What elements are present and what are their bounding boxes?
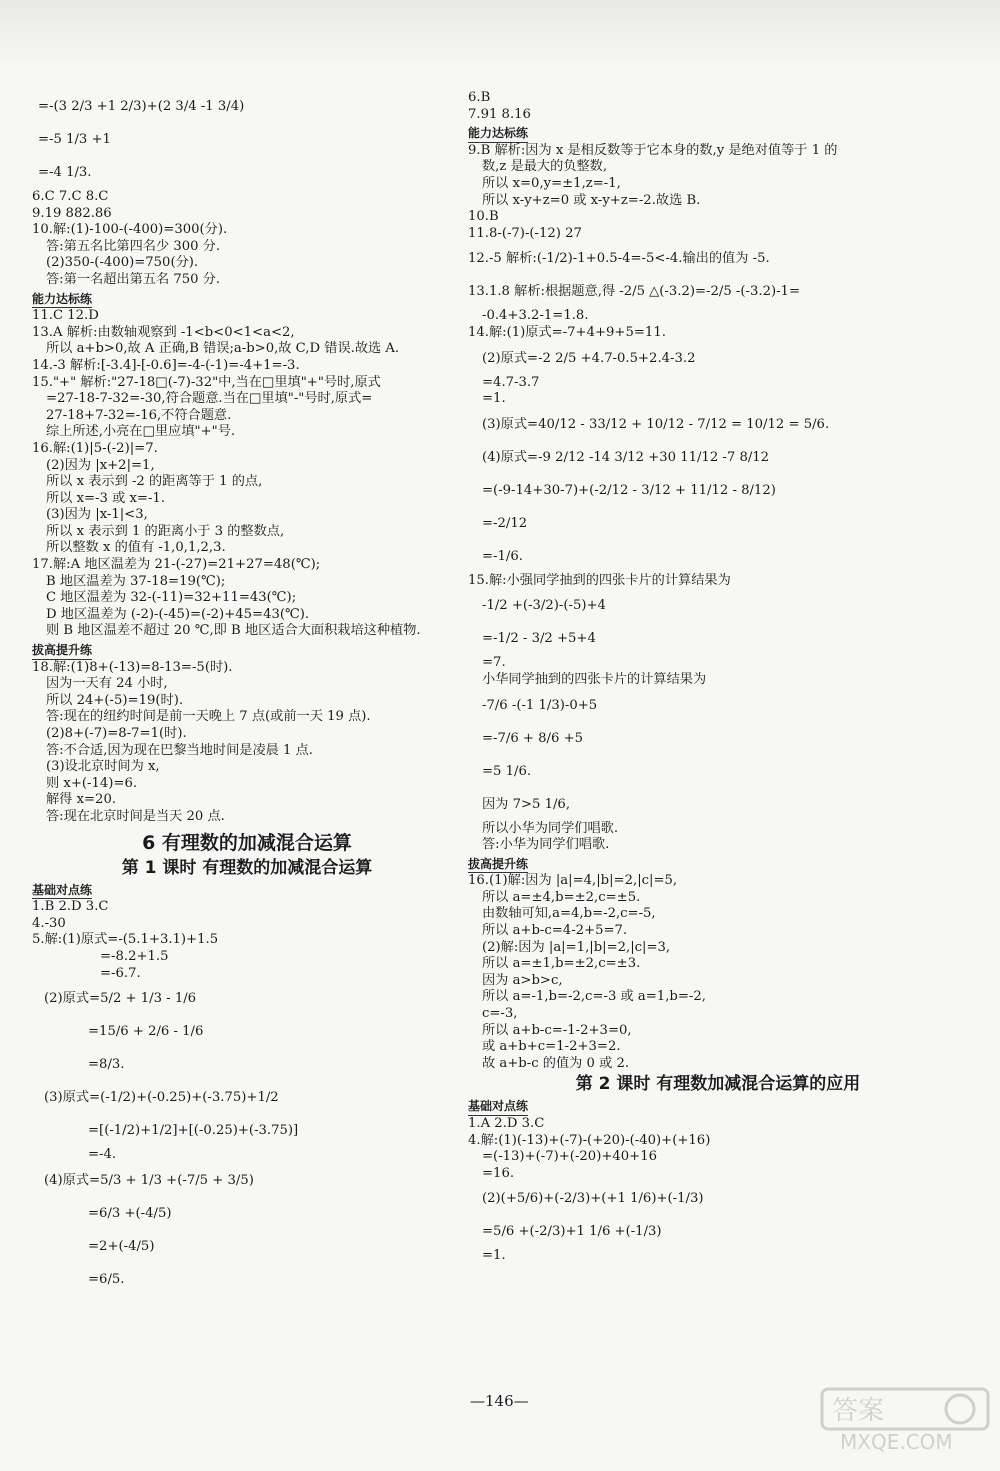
answer-line: 15."+" 解析:"27-18□(-7)-32"中,当在□里填"+"号时,原式 bbox=[32, 374, 381, 390]
answer-line: 答:不合适,因为现在巴黎当地时间是凌晨 1 点. bbox=[46, 742, 313, 758]
answer-line: =7. bbox=[482, 655, 506, 671]
answer-line: 9.19 882.86 bbox=[32, 205, 112, 221]
answer-line: -1/2 +(-3/2)-(-5)+4 bbox=[482, 598, 606, 614]
answer-line: =-8.2+1.5 bbox=[100, 948, 169, 964]
answer-line: 16.(1)解:因为 |a|=4,|b|=2,|c|=5, bbox=[468, 873, 678, 889]
svg-text:答案: 答案 bbox=[832, 1396, 885, 1426]
answer-line: 13.1.8 解析:根据题意,得 -2/5 △(-3.2)=-2/5 -(-3.2)-1= bbox=[468, 284, 800, 300]
answer-line: (2)因为 |x+2|=1, bbox=[46, 457, 155, 473]
answer-line: =1. bbox=[482, 391, 506, 407]
answer-line: 4.-30 bbox=[32, 915, 66, 931]
answer-line: -0.4+3.2-1=1.8. bbox=[482, 308, 589, 324]
right-column bbox=[468, 90, 968, 1265]
answer-line: =-6.7. bbox=[100, 965, 141, 981]
answer-line: 所以 a+b-c=4-2+5=7. bbox=[482, 923, 628, 939]
answer-line: 综上所述,小亮在□里应填"+"号. bbox=[46, 424, 236, 440]
section-heading: 基础对点练 bbox=[32, 882, 92, 900]
svg-text:MXQE.COM: MXQE.COM bbox=[840, 1430, 953, 1454]
answer-line: 答:小华为同学们唱歌. bbox=[482, 837, 610, 853]
answer-line: 14.解:(1)原式=-7+4+9+5=11. bbox=[468, 324, 666, 340]
answer-line: 13.A 解析:由数轴观察到 -1<b<0<1<a<2, bbox=[32, 324, 295, 340]
answer-line: 或 a+b+c=1-2+3=2. bbox=[482, 1039, 621, 1055]
answer-line: 答:第一名超出第五名 750 分. bbox=[46, 271, 221, 287]
answer-line: 11.8-(-7)-(-12) 27 bbox=[468, 225, 582, 241]
answer-line: 所以 24+(-5)=19(时). bbox=[46, 692, 184, 708]
answer-line: 所以 a=-1,b=-2,c=-3 或 a=1,b=-2, bbox=[482, 989, 706, 1005]
answer-line: (3)因为 |x-1|<3, bbox=[46, 507, 148, 523]
answer-line: (3)原式=40/12 - 33/12 + 10/12 - 7/12 = 10/12 = 5/6. bbox=[482, 416, 830, 432]
answer-line: 16.解:(1)|5-(-2)|=7. bbox=[32, 440, 158, 456]
answer-line: 9.B 解析:因为 x 是相反数等于它本身的数,y 是绝对值等于 1 的 bbox=[468, 142, 838, 158]
answer-line: (2)原式=5/2 + 1/3 - 1/6 bbox=[44, 991, 197, 1007]
answer-line: (4)原式=5/3 + 1/3 +(-7/5 + 3/5) bbox=[44, 1172, 254, 1188]
answer-line: =15/6 + 2/6 - 1/6 bbox=[88, 1024, 204, 1040]
answer-line: =4.7-3.7 bbox=[482, 374, 540, 390]
answer-line: 因为一天有 24 小时, bbox=[46, 676, 168, 692]
answer-line: =-4. bbox=[88, 1147, 117, 1163]
answer-line: 1.A 2.D 3.C bbox=[468, 1116, 545, 1131]
answer-line: 15.解:小强同学抽到的四张卡片的计算结果为 bbox=[468, 572, 731, 588]
answer-line: 答:现在的纽约时间是前一天晚上 7 点(或前一天 19 点). bbox=[46, 709, 371, 725]
answer-line: 7.91 8.16 bbox=[468, 106, 531, 122]
answer-line: 所以 x 表示到 1 的距离小于 3 的整数点, bbox=[46, 523, 285, 539]
scan-top-band bbox=[0, 0, 1000, 60]
answer-line: 所以小华为同学们唱歌. bbox=[482, 820, 619, 836]
answer-line: 故 a+b-c 的值为 0 或 2. bbox=[482, 1055, 630, 1071]
answer-line: 27-18+7-32=-16,不符合题意. bbox=[46, 407, 232, 423]
answer-line: (4)原式=-9 2/12 -14 3/12 +30 11/12 -7 8/12 bbox=[482, 449, 770, 465]
answer-line: C 地区温差为 32-(-11)=32+11=43(℃); bbox=[46, 590, 297, 606]
answer-line: 17.解:A 地区温差为 21-(-27)=21+27=48(℃); bbox=[32, 557, 321, 573]
left-column bbox=[32, 90, 462, 1296]
answer-line: (3)原式=(-1/2)+(-0.25)+(-3.75)+1/2 bbox=[44, 1090, 279, 1106]
answer-line: =16. bbox=[482, 1165, 515, 1181]
answer-line: 所以 x 表示到 -2 的距离等于 1 的点, bbox=[46, 474, 263, 490]
answer-line: 由数轴可知,a=4,b=-2,c=-5, bbox=[482, 906, 656, 922]
answer-line: 因为 7>5 1/6, bbox=[482, 796, 571, 812]
answer-line: (2)350-(-400)=750(分). bbox=[46, 255, 199, 271]
answer-line: (2)解:因为 |a|=1,|b|=2,|c|=3, bbox=[482, 939, 671, 955]
answer-line: 5.解:(1)原式=-(5.1+3.1)+1.5 bbox=[32, 932, 219, 948]
answer-line: 数,z 是最大的负整数, bbox=[482, 159, 608, 175]
answer-line: (2)8+(-7)=8-7=1(时). bbox=[46, 726, 187, 741]
answer-line: 则 B 地区温差不超过 20 ℃,即 B 地区适合大面积栽培这种植物. bbox=[46, 623, 421, 639]
lesson-heading: 第 1 课时 有理数的加减混合运算 bbox=[121, 857, 373, 878]
answer-line: c=-3, bbox=[482, 1006, 518, 1022]
answer-line: =27-18-7-32=-30,符合题意.当在□里填"-"号时,原式= bbox=[46, 391, 373, 407]
answer-line: 12.-5 解析:(-1/2)-1+0.5-4=-5<-4.输出的值为 -5. bbox=[468, 251, 770, 267]
answer-line: 18.解:(1)8+(-13)=8-13=-5(时). bbox=[32, 659, 233, 675]
answer-line: -7/6 -(-1 1/3)-0+5 bbox=[482, 697, 598, 713]
watermark-logo bbox=[820, 1385, 990, 1455]
answer-line: =-7/6 + 8/6 +5 bbox=[482, 730, 584, 746]
answer-line: 10.解:(1)-100-(-400)=300(分). bbox=[32, 222, 228, 238]
answer-line: B 地区温差为 37-18=19(℃); bbox=[46, 573, 226, 589]
answer-line: 所以整数 x 的值有 -1,0,1,2,3. bbox=[46, 540, 226, 556]
answer-line: (3)设北京时间为 x, bbox=[46, 759, 160, 775]
answer-line: 11.C 12.D bbox=[32, 308, 99, 324]
answer-line: 答:第五名比第四名少 300 分. bbox=[46, 238, 221, 254]
answer-line: =6/5. bbox=[88, 1271, 125, 1287]
answer-line: =-1/6. bbox=[482, 548, 523, 564]
answer-line: 6.C 7.C 8.C bbox=[32, 189, 109, 204]
answer-line: 1.B 2.D 3.C bbox=[32, 899, 109, 915]
answer-line: =5 1/6. bbox=[482, 763, 532, 779]
section-heading: 基础对点练 bbox=[468, 1098, 528, 1116]
answer-line: 所以 x-y+z=0 或 x-y+z=-2.故选 B. bbox=[482, 192, 701, 208]
answer-line: =-1/2 - 3/2 +5+4 bbox=[482, 631, 596, 647]
section-heading: 能力达标练 bbox=[468, 125, 528, 143]
answer-line: 因为 a>b>c, bbox=[482, 972, 563, 988]
answer-line: (2)(+5/6)+(-2/3)+(+1 1/6)+(-1/3) bbox=[482, 1191, 704, 1207]
page-number: —146— bbox=[470, 1392, 529, 1410]
answer-line: 6.B bbox=[468, 90, 491, 105]
chapter-heading: 6 有理数的加减混合运算 bbox=[142, 831, 352, 854]
answer-line: =8/3. bbox=[88, 1057, 125, 1073]
answer-line: D 地区温差为 (-2)-(-45)=(-2)+45=43(℃). bbox=[46, 606, 310, 622]
answer-line: 4.解:(1)(-13)+(-7)-(+20)-(-40)+(+16) bbox=[468, 1132, 711, 1148]
answer-line: =-5 1/3 +1 bbox=[38, 132, 111, 147]
answer-line: 小华同学抽到的四张卡片的计算结果为 bbox=[482, 671, 707, 687]
answer-line: 所以 x=0,y=±1,z=-1, bbox=[482, 175, 621, 191]
section-heading: 拔高提升练 bbox=[468, 856, 528, 874]
answer-line: =(-13)+(-7)+(-20)+40+16 bbox=[482, 1149, 657, 1165]
answer-line: 所以 a=±4,b=±2,c=±5. bbox=[482, 889, 641, 905]
answer-line: =-(3 2/3 +1 2/3)+(2 3/4 -1 3/4) bbox=[38, 99, 245, 114]
answer-line: =1. bbox=[482, 1248, 506, 1264]
answer-line: 10.B bbox=[468, 209, 499, 225]
answer-line: 答:现在北京时间是当天 20 点. bbox=[46, 808, 225, 824]
answer-line: 所以 a+b>0,故 A 正确,B 错误;a-b>0,故 C,D 错误.故选 A. bbox=[46, 341, 400, 357]
answer-line: =-4 1/3. bbox=[38, 165, 92, 180]
answer-line: 则 x+(-14)=6. bbox=[46, 775, 138, 791]
answer-line: =(-9-14+30-7)+(-2/12 - 3/12 + 11/12 - 8/12) bbox=[482, 482, 776, 498]
answer-line: =6/3 +(-4/5) bbox=[88, 1205, 172, 1221]
answer-line: =[(-1/2)+1/2]+[(-0.25)+(-3.75)] bbox=[88, 1123, 299, 1139]
answer-line: (2)原式=-2 2/5 +4.7-0.5+2.4-3.2 bbox=[482, 350, 696, 366]
section-heading: 拔高提升练 bbox=[32, 642, 92, 660]
answer-line: =2+(-4/5) bbox=[88, 1238, 155, 1254]
answer-line: 14.-3 解析:[-3.4]-[-0.6]=-4-(-1)=-4+1=-3. bbox=[32, 357, 300, 373]
answer-line: 所以 a+b-c=-1-2+3=0, bbox=[482, 1022, 632, 1038]
answer-line: =-2/12 bbox=[482, 515, 528, 531]
answer-line: =5/6 +(-2/3)+1 1/6 +(-1/3) bbox=[482, 1224, 662, 1240]
section-heading: 能力达标练 bbox=[32, 291, 92, 309]
answer-line: 解得 x=20. bbox=[46, 792, 117, 808]
answer-line: 所以 x=-3 或 x=-1. bbox=[46, 490, 165, 506]
answer-line: 所以 a=±1,b=±2,c=±3. bbox=[482, 956, 641, 972]
lesson-heading: 第 2 课时 有理数加减混合运算的应用 bbox=[575, 1074, 861, 1095]
